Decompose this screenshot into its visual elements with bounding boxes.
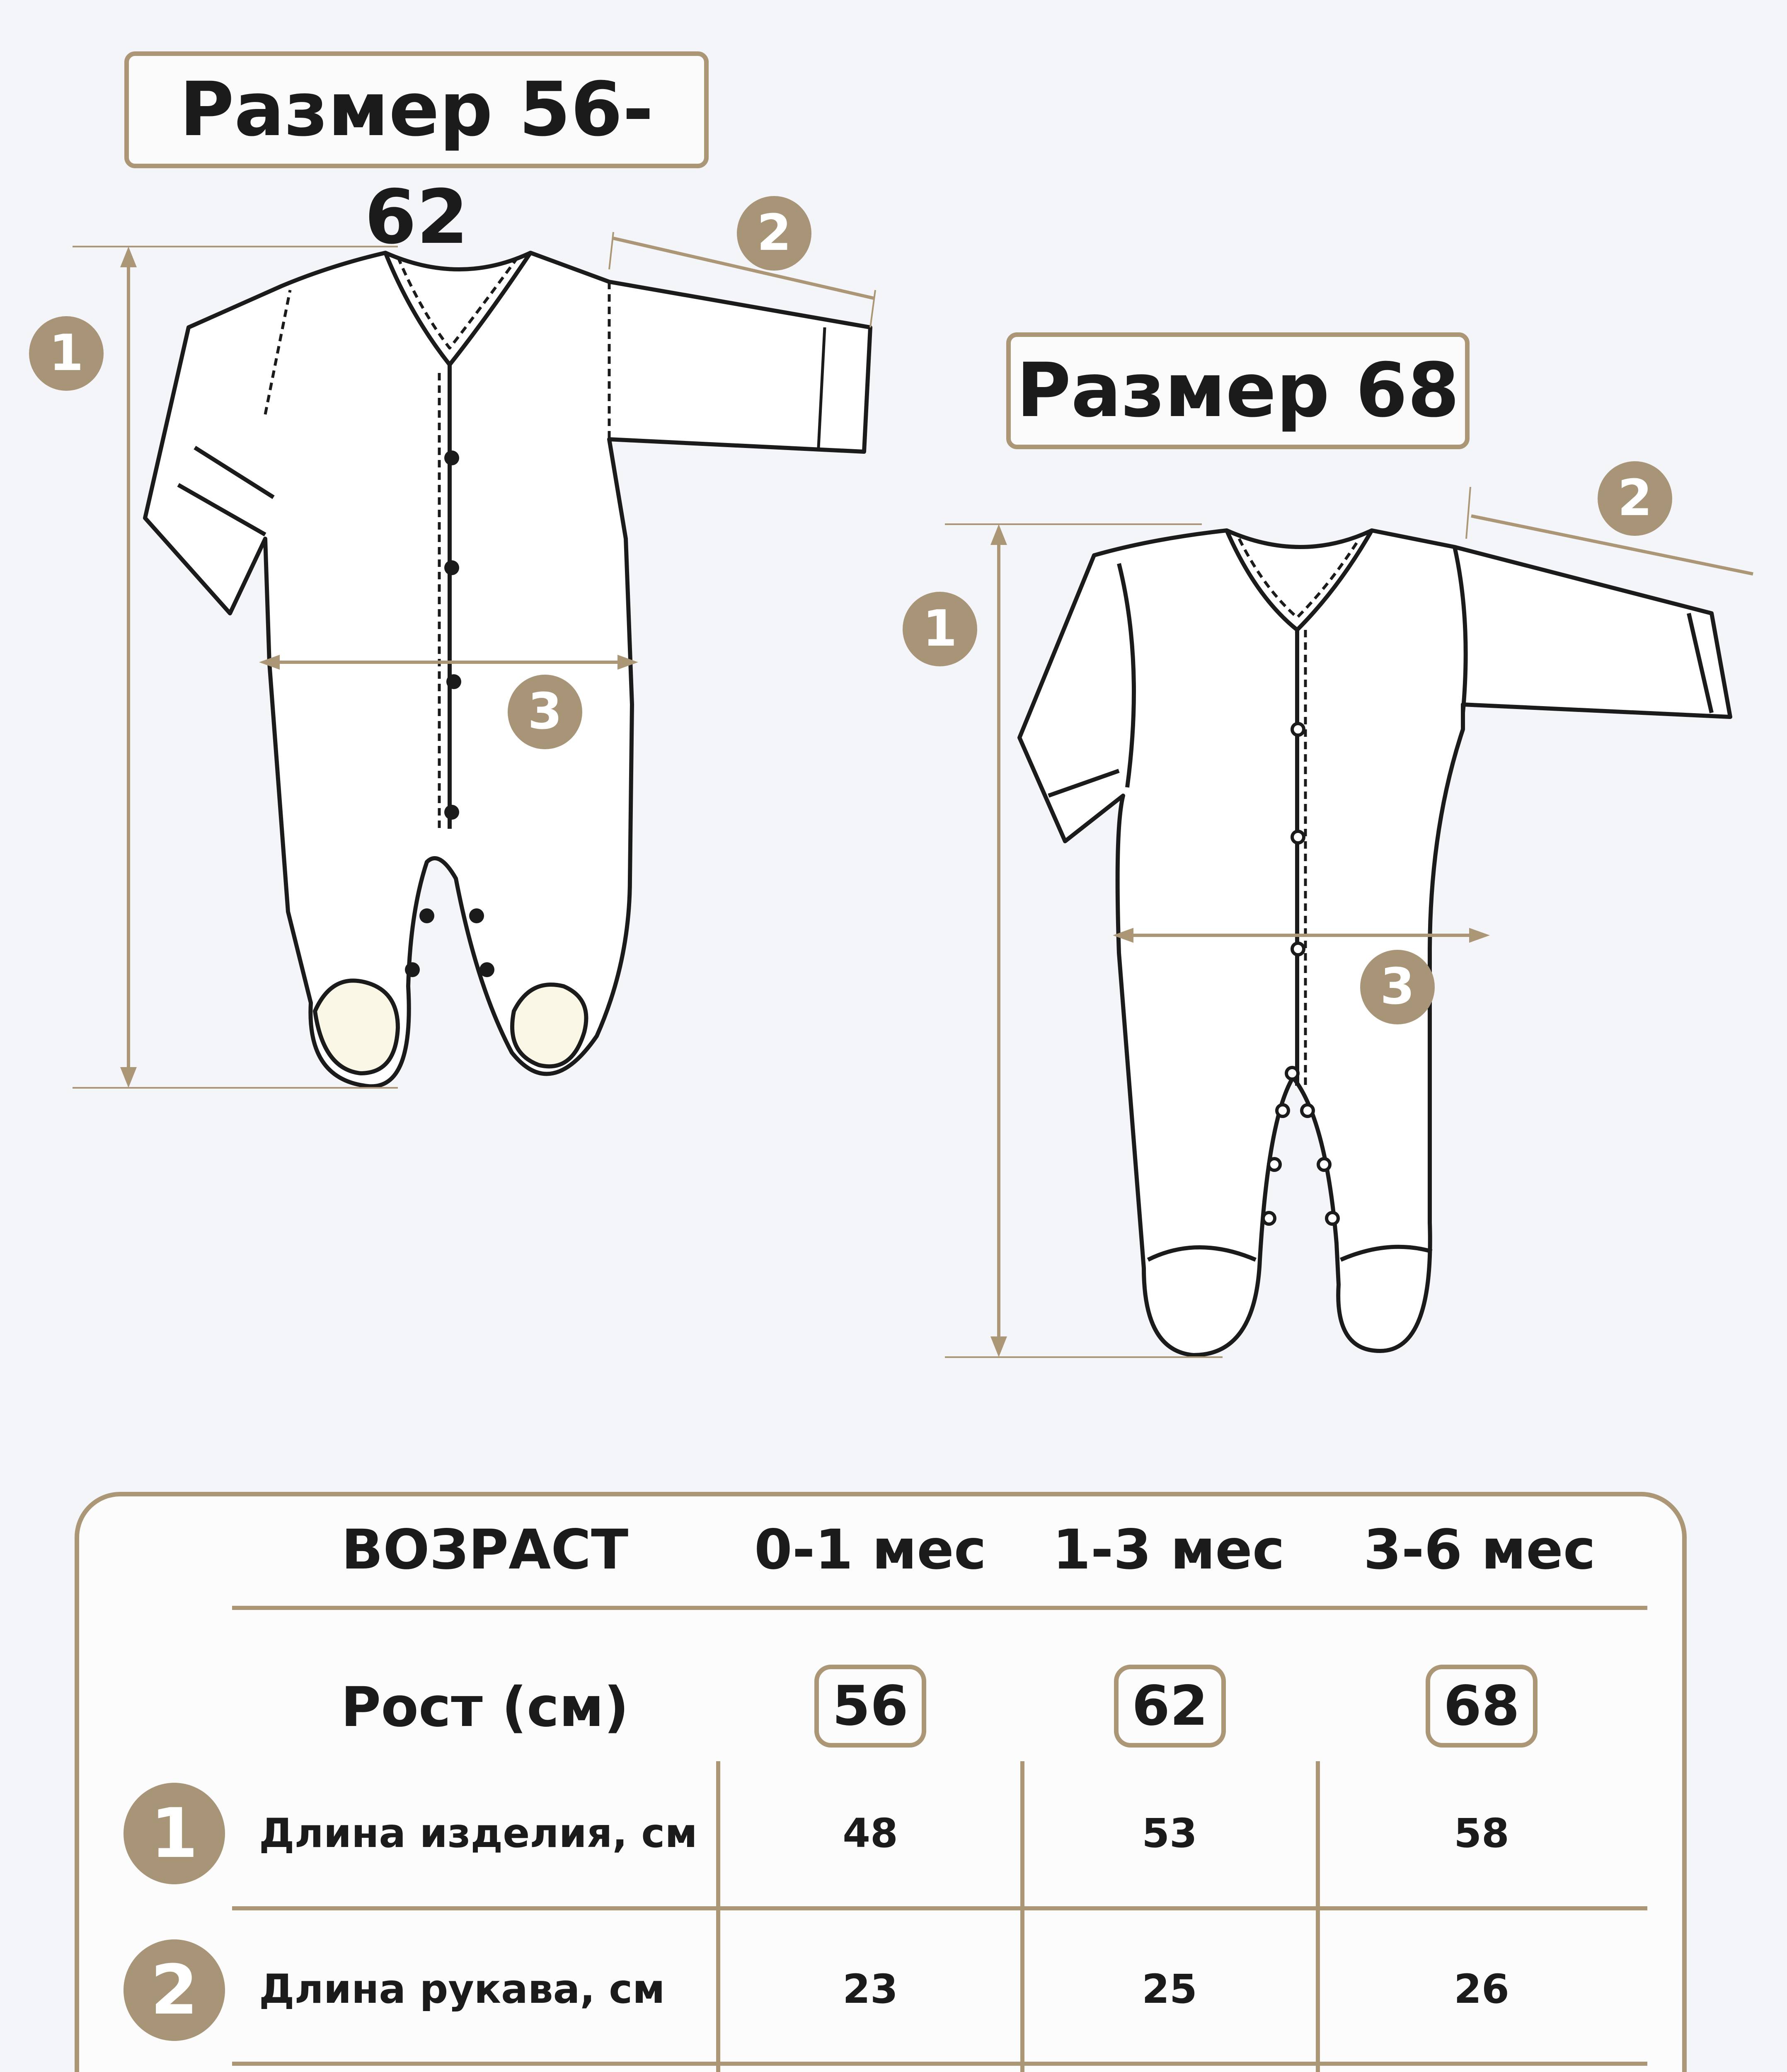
height-62-box: 62: [1114, 1665, 1226, 1748]
row-1-value-56: 48: [843, 1810, 898, 1857]
row-1-value-68: 58: [1454, 1810, 1509, 1857]
column-divider-2: [1020, 1761, 1024, 2072]
row-2-value-68: 26: [1454, 1966, 1509, 2012]
size-label-56-62: Размер 56-62: [124, 51, 709, 168]
marker-length-small: 1: [29, 316, 104, 391]
romper-large-drawing: [1019, 530, 1730, 1355]
row-1-number: 1: [123, 1783, 225, 1884]
divider-header: [232, 1606, 1647, 1610]
row-1-value-62: 53: [1142, 1810, 1197, 1857]
header-age-3-6: 3-6 мес: [1363, 1518, 1596, 1582]
header-age: ВОЗРАСТ: [341, 1518, 629, 1582]
marker-chest-small: 3: [508, 675, 582, 749]
marker-sleeve-large: 2: [1598, 461, 1672, 536]
header-age-0-1: 0-1 мес: [754, 1518, 987, 1582]
column-divider-1: [716, 1761, 720, 2072]
height-56-box: 56: [814, 1665, 926, 1748]
row-2-value-62: 25: [1142, 1966, 1197, 2012]
header-age-1-3: 1-3 мес: [1052, 1518, 1285, 1582]
height-label: Рост (см): [341, 1675, 629, 1739]
divider-row-2: [232, 2062, 1647, 2066]
marker-length-large: 1: [903, 592, 977, 666]
marker-chest-large: 3: [1360, 950, 1435, 1024]
column-divider-3: [1316, 1761, 1320, 2072]
size-label-68: Размер 68: [1006, 332, 1470, 449]
romper-small-drawing: [145, 253, 870, 1086]
row-2-number: 2: [123, 1939, 225, 2041]
row-1-label: Длина изделия, см: [259, 1810, 697, 1857]
row-2-value-56: 23: [843, 1966, 898, 2012]
divider-row-1: [232, 1906, 1647, 1910]
height-68-box: 68: [1426, 1665, 1538, 1748]
row-2-label: Длина рукава, см: [259, 1966, 665, 2012]
marker-sleeve-small: 2: [737, 196, 811, 271]
